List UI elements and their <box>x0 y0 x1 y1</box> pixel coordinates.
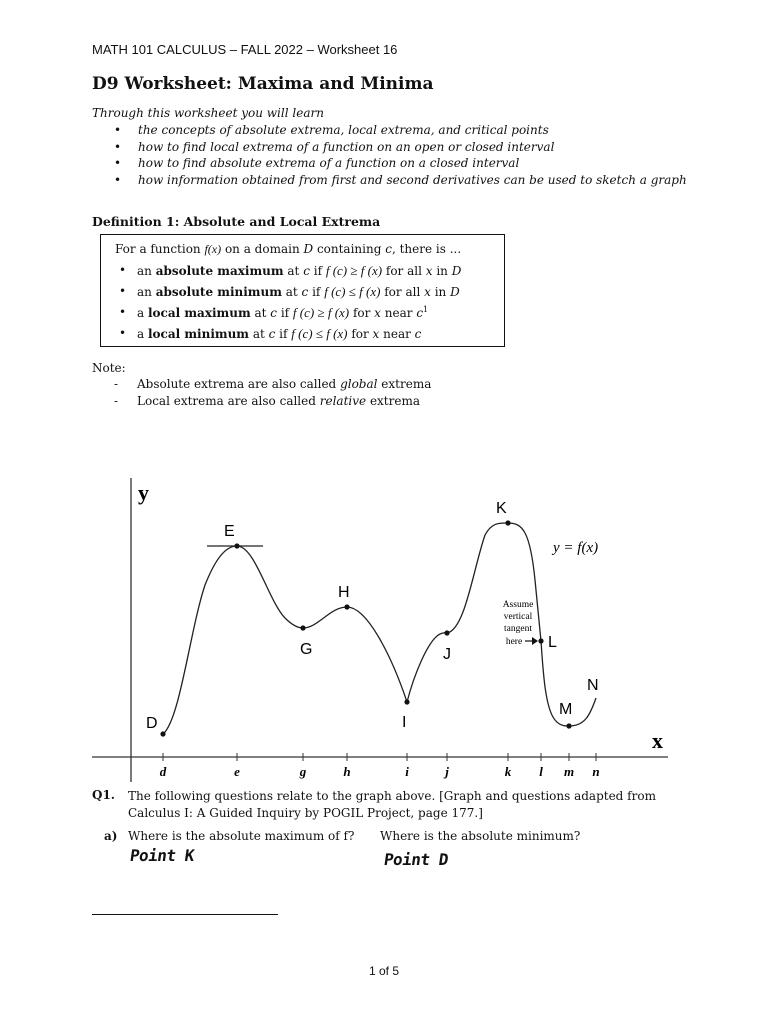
note-text: extrema <box>377 377 432 391</box>
page-title: D9 Worksheet: Maxima and Minima <box>92 74 434 94</box>
footnote-marker: 1 <box>423 305 429 314</box>
label-e: E <box>224 523 235 540</box>
point-d <box>160 731 165 736</box>
item-var: x <box>374 306 381 320</box>
item-domain: D <box>451 264 462 278</box>
page-number: 1 of 5 <box>368 964 400 978</box>
item-term: absolute minimum <box>155 285 282 299</box>
point-m <box>566 723 571 728</box>
item-inequality: f (c) ≤ f (x) <box>324 284 381 299</box>
annotation-line: vertical <box>503 612 533 622</box>
item-article: a <box>137 327 148 341</box>
item-if: if <box>277 306 293 320</box>
item-at: at <box>249 327 269 341</box>
point-h <box>344 604 349 609</box>
part-a-label: a) <box>104 829 118 843</box>
item-domain: c <box>416 306 424 320</box>
tick-label-i: i <box>405 764 409 779</box>
tick-label-j: j <box>445 764 449 779</box>
label-k: K <box>496 500 507 517</box>
definition-item-absolute-min <box>119 284 461 305</box>
intro-part: on a domain <box>221 242 304 256</box>
label-j: J <box>443 646 451 663</box>
item-at: at <box>283 264 304 278</box>
item-tail: in <box>430 285 451 299</box>
definition-intro <box>115 242 461 257</box>
tick-label-g: g <box>299 764 307 779</box>
item-tail: for <box>349 306 375 320</box>
item-term: local maximum <box>147 306 251 320</box>
arrow-icon <box>525 637 538 645</box>
tick-label-e: e <box>234 764 240 779</box>
definition-item-absolute-max <box>119 263 461 284</box>
item-at: at <box>250 306 271 320</box>
item-inequality: f (c) ≤ f (x) <box>291 326 348 341</box>
item-c: c <box>301 285 309 299</box>
definition-item-local-max <box>119 305 461 326</box>
annotation-line: tangent <box>504 624 532 634</box>
note-emphasis: relative <box>319 394 367 408</box>
point-g <box>300 625 305 630</box>
intro-part: , there is ... <box>391 242 462 256</box>
intro-text: Through this worksheet you will learn <box>92 106 324 120</box>
item-c: c <box>270 306 277 320</box>
point-k <box>505 520 510 525</box>
definition-box <box>100 234 505 347</box>
question-text: The following questions relate to the graph above. [Graph and questions adapted from Calculus I: A Guided Inquiry by POGIL Project, page 177.] <box>128 789 656 820</box>
item-inequality: f (c) ≥ f (x) <box>292 305 350 320</box>
objective-item: • how to find local extrema of a function on an open or closed interval <box>112 140 687 157</box>
intro-function: f(x) <box>204 242 222 256</box>
item-domain: D <box>450 285 460 299</box>
intro-part: For a function <box>115 242 205 256</box>
note-text: extrema <box>366 394 421 408</box>
note-text: Absolute extrema are also called <box>137 377 341 391</box>
item-at: at <box>281 285 302 299</box>
item-inequality: f (c) ≥ f (x) <box>325 263 383 278</box>
tick-label-l: l <box>539 764 543 779</box>
course-header: MATH 101 CALCULUS – FALL 2022 – Worksheet 16 <box>92 42 398 57</box>
item-article: an <box>137 285 156 299</box>
objective-item: • the concepts of absolute extrema, local extrema, and critical points <box>112 123 687 140</box>
footnote-divider <box>92 914 278 915</box>
definition-list <box>119 263 461 347</box>
handwritten-answer-max: Point K <box>128 846 196 865</box>
point-e <box>234 543 239 548</box>
item-if: if <box>308 285 325 299</box>
note-item <box>114 377 431 394</box>
label-l: L <box>548 634 557 651</box>
tick-labels <box>160 764 600 779</box>
intro-point: c <box>385 242 392 256</box>
point-l <box>538 638 543 643</box>
definition-item-local-min <box>119 326 461 347</box>
label-h: H <box>338 584 350 601</box>
objective-item: • how information obtained from first and second derivatives can be used to sketch a graph <box>112 173 687 190</box>
tick-label-h: h <box>343 764 351 779</box>
item-var: x <box>424 285 431 299</box>
label-d: D <box>146 715 158 732</box>
item-if: if <box>309 264 326 278</box>
item-tail: for all <box>380 285 425 299</box>
question-number: Q1. <box>92 788 115 802</box>
item-var: x <box>425 264 433 278</box>
tick-label-n: n <box>592 764 600 779</box>
item-c: c <box>268 327 276 341</box>
item-article: an <box>137 264 156 278</box>
item-term: absolute maximum <box>155 264 284 278</box>
label-g: G <box>300 641 313 658</box>
note-item <box>114 394 431 411</box>
item-domain: c <box>414 327 422 341</box>
function-equation: y = f(x) <box>553 540 599 556</box>
annotation-line: here <box>505 637 523 647</box>
item-if: if <box>275 327 292 341</box>
function-graph <box>80 460 680 782</box>
note-emphasis: global <box>340 377 378 391</box>
item-tail: for <box>347 327 373 341</box>
part-a-question-max: Where is the absolute maximum of f? <box>128 829 355 843</box>
part-a-question-min: Where is the absolute minimum? <box>380 829 581 843</box>
x-axis-label: x <box>652 728 663 753</box>
definition-heading: Definition 1: Absolute and Local Extrema <box>92 214 381 229</box>
item-term: local minimum <box>147 327 250 341</box>
item-tail: near <box>379 327 415 341</box>
label-m: M <box>559 701 573 718</box>
notes-list <box>114 377 431 411</box>
label-i: I <box>402 714 407 731</box>
item-tail: near <box>380 306 417 320</box>
vertical-tangent-note <box>503 600 534 647</box>
tick-label-d: d <box>159 764 167 779</box>
note-text: Local extrema are also called <box>137 394 320 408</box>
annotation-line: Assume <box>502 600 534 610</box>
intro-domain: D <box>303 242 314 256</box>
item-tail: in <box>432 264 452 278</box>
point-j <box>444 630 449 635</box>
intro-part: containing <box>313 242 386 256</box>
item-var: x <box>372 327 380 341</box>
handwritten-answer-min: Point D <box>382 850 450 869</box>
label-n: N <box>587 677 599 694</box>
y-axis-label: y <box>138 480 149 505</box>
objectives-list <box>112 123 687 189</box>
tick-label-k: k <box>504 764 512 779</box>
item-tail: for all <box>382 264 426 278</box>
objective-item: • how to find absolute extrema of a function on a closed interval <box>112 156 687 173</box>
note-heading: Note: <box>92 361 126 375</box>
item-article: a <box>137 306 148 320</box>
point-i <box>404 699 409 704</box>
item-c: c <box>303 264 310 278</box>
tick-label-m: m <box>563 764 575 779</box>
